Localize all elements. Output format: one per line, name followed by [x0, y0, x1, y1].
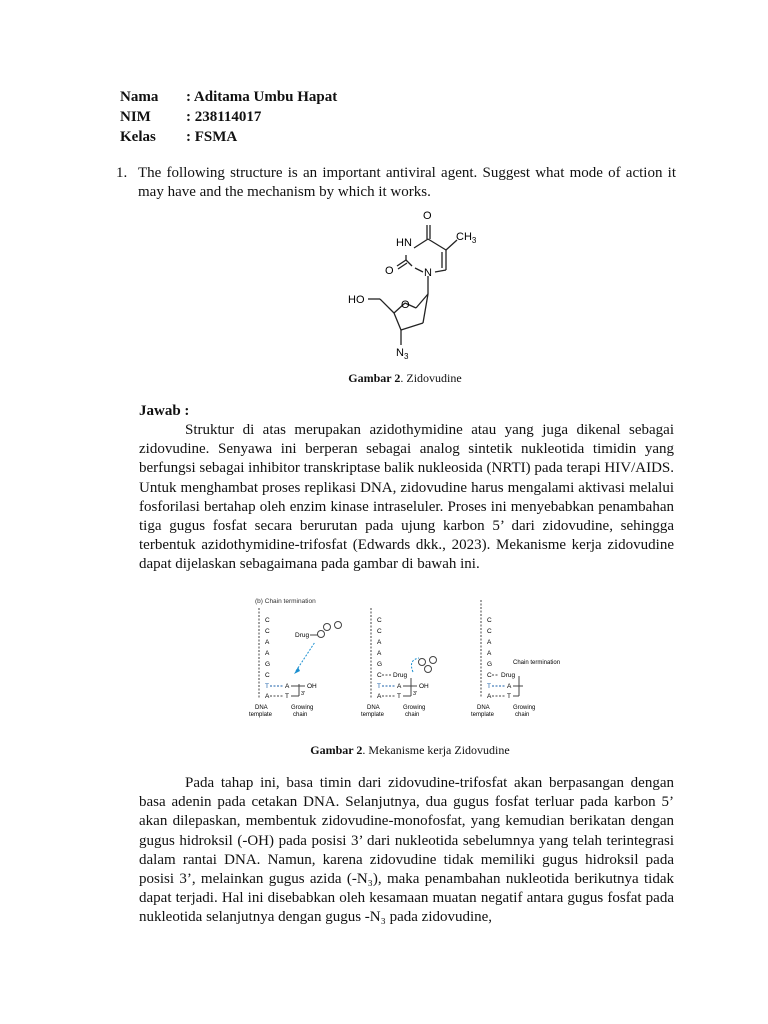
atom-n3: $N_3$	[396, 347, 409, 361]
base-label: A	[487, 639, 492, 646]
panel-2	[361, 608, 437, 718]
base-label: A	[265, 693, 270, 700]
base-label: G	[377, 661, 383, 668]
base-label: G	[487, 661, 493, 668]
base-label: C	[377, 672, 382, 679]
chain-termination-label: Chain termination	[513, 660, 561, 666]
figure1-caption: Gambar 2. Zidovudine	[348, 371, 462, 385]
question	[116, 164, 676, 202]
base-label: C	[377, 617, 382, 624]
base-label: C	[487, 628, 492, 635]
zidovudine-structure-figure	[340, 202, 500, 366]
atom-ch3: $CH_3$	[456, 231, 477, 245]
base-label: A	[487, 693, 492, 700]
paired-a: A	[285, 683, 290, 690]
answer-title: Jawab :	[139, 403, 190, 419]
atom-n-ring: N	[424, 267, 432, 279]
paired-t: T	[285, 693, 289, 700]
base-label: A	[487, 650, 492, 657]
base-label: A	[265, 650, 270, 657]
base-label: C	[265, 628, 270, 635]
atom-hn: HN	[396, 237, 412, 249]
growing-chain-label: Growing chain	[291, 705, 314, 718]
info-row-class: Kelas : FSMA	[120, 129, 238, 145]
dna-template-label: DNA template	[361, 705, 385, 718]
question-text: The following structure is an important antiviral agent. Suggest what mode of action it may have and the mechanism by which it works.	[138, 165, 676, 200]
panel-3	[471, 600, 560, 718]
base-label: G	[265, 661, 271, 668]
base-label: A	[377, 639, 382, 646]
base-label: A	[265, 639, 270, 646]
paired-a: A	[397, 683, 402, 690]
base-label: T	[265, 683, 269, 690]
paired-t: T	[507, 693, 511, 700]
base-label: T	[377, 683, 381, 690]
answer-paragraph-2: Pada tahap ini, basa timin dari zidovudine-trifosfat akan berpasangan dengan basa adenin pada cetakan DNA. Selanjutnya, dua gugus fosfat terluar pada karbon 5’ akan dilepaskan, membentuk zidovudine-monofosfat, yang kemudian berikatan dengan gugus hidroksil (-OH) pada posisi 3’ dari nukleotida sebelumnya yang telah terintegrasi dalam rantai DNA. Namun, karena zidovudine tidak memiliki gugus hidroksil pada posisi 3’, melainkan gugus azida (-N₃), maka penambahan nukleotida berikutnya tidak dapat terjadi. Hal ini disebabkan oleh kesamaan muatan negatif antara gugus fosfat pada nukleotida selanjutnya dengan gugus -N₃ pada zidovudine,	[139, 775, 674, 926]
base-label: C	[377, 628, 382, 635]
student-info	[120, 87, 337, 147]
question-number: 1.	[116, 165, 128, 181]
info-row-nim: NIM : 238114017	[120, 109, 262, 125]
drug-label: Drug	[501, 672, 516, 679]
atom-o-ring: O	[401, 299, 410, 311]
paired-a: A	[507, 683, 512, 690]
base-label: A	[377, 693, 382, 700]
drug-label: Drug	[393, 672, 408, 679]
base-label: T	[487, 683, 491, 690]
base-label: C	[487, 617, 492, 624]
base-label: A	[377, 650, 382, 657]
paired-t: T	[397, 693, 401, 700]
oh-label: OH	[419, 683, 429, 690]
drug-label: Drug	[295, 632, 310, 639]
dna-template-label: DNA template	[471, 705, 495, 718]
atom-o-left: O	[385, 265, 394, 277]
chain-termination-figure	[243, 594, 583, 724]
three-prime: 3'	[413, 691, 418, 697]
three-prime: 3'	[301, 691, 306, 697]
base-label: C	[265, 617, 270, 624]
atom-ho: HO	[348, 294, 365, 306]
answer-paragraph-1: Struktur di atas merupakan azidothymidine atau yang juga dikenal sebagai zidovudine. Senyawa ini berperan sebagai analog sintetik nukleotida timidin yang berfungsi sebagai inhibitor transkriptase balik nukleosida (NRTI) pada terapi HIV/AIDS. Untuk menghambat proses replikasi DNA, zidovudine harus mengalami aktivasi melalui fosforilasi bertahap oleh enzim kinase intraseluler. Proses ini menyebabkan penambahan tiga gugus fosfat secara berurutan pada ujung karbon 5’ dari zidovudine, sehingga terbentuk azidothymidine-trifosfat (Edwards dkk., 2023). Mekanisme kerja zidovudine dapat dijelaskan sebagaimana pada gambar di bawah ini.	[139, 422, 674, 573]
growing-chain-label: Growing chain	[513, 705, 536, 718]
info-row-name: Nama : Aditama Umbu Hapat	[120, 89, 338, 105]
base-label: C	[487, 672, 492, 679]
dna-template-label: DNA template	[249, 705, 273, 718]
panel-1	[249, 608, 342, 718]
atom-o-top: O	[423, 210, 432, 222]
panel-title: (b) Chain termination	[255, 598, 316, 605]
oh-label: OH	[307, 683, 317, 690]
base-label: C	[265, 672, 270, 679]
figure2-caption: Gambar 2. Mekanisme kerja Zidovudine	[310, 743, 510, 757]
growing-chain-label: Growing chain	[403, 705, 426, 718]
